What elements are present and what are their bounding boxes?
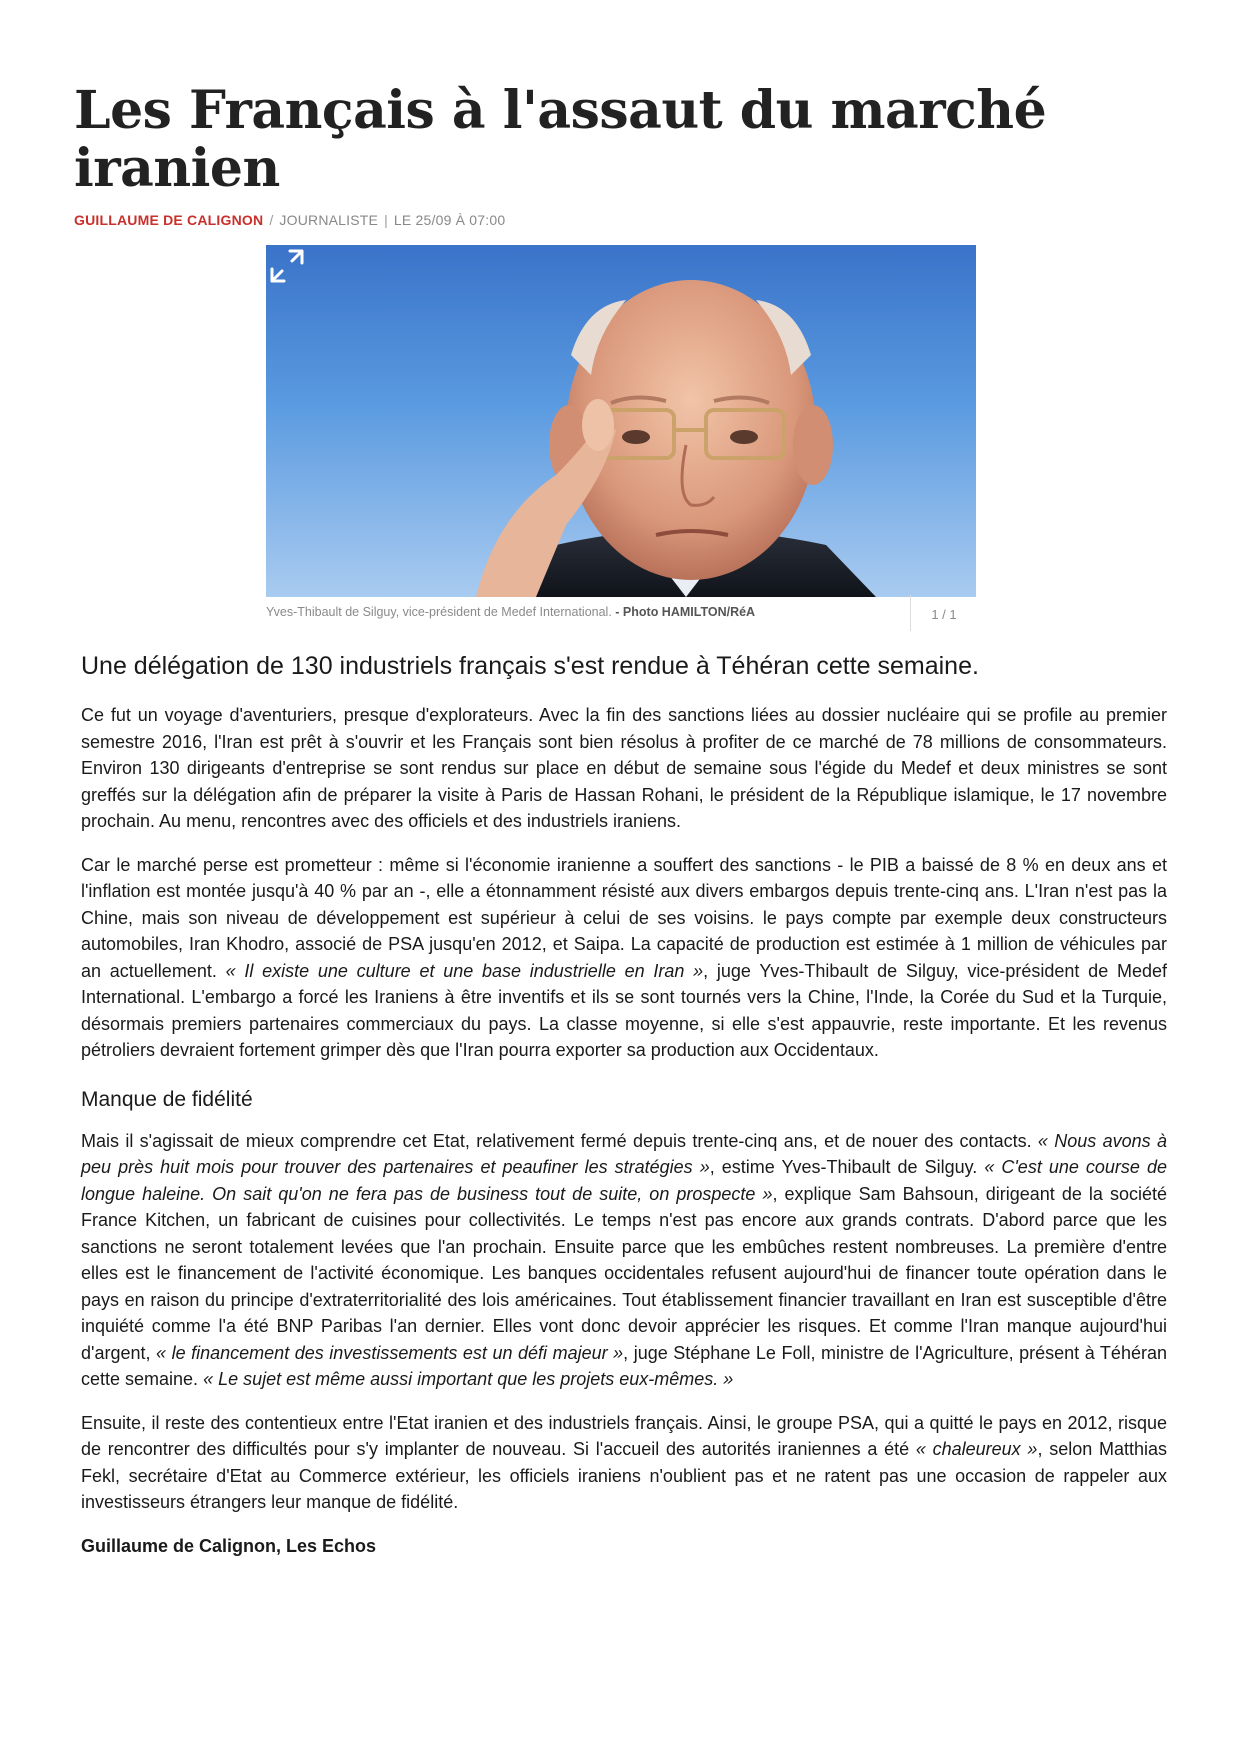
- text-segment: , juge Stéphane Le Foll, ministre de l'Agriculture, présent à Téhéran cette semaine.: [81, 1342, 1167, 1389]
- byline-role: JOURNALISTE: [279, 212, 379, 228]
- quote-segment: « le financement des investissements est un défi majeur »: [156, 1342, 624, 1363]
- text-segment: Ce fut un voyage d'aventuriers, presque d'explorateurs. Avec la fin des sanctions liées au dossier nucléaire qui se profile au premier semestre 2016, l'Iran est prêt à s'ouvrir et les Français sont bien résolus à profiter de ce marché de 78 millions de consommateurs. Environ 130 dirigeants d'entreprise se sont rendus sur place en début de semaine sous l'égide du Medef et deux ministres se sont greffés sur la délégation afin de préparer la visite à Paris de Hassan Rohani, le président de la République islamique, le 17 novembre prochain. Au menu, rencontres avec des officiels et des industriels iraniens.: [81, 705, 1167, 831]
- article-photo[interactable]: [266, 245, 976, 597]
- byline-date: LE 25/09 À 07:00: [393, 212, 506, 228]
- photo-caption-text: Yves-Thibault de Silguy, vice-président de Medef International.: [266, 605, 612, 619]
- expand-arrows-icon[interactable]: [266, 245, 308, 287]
- byline-author[interactable]: GUILLAUME DE CALIGNON: [74, 212, 264, 228]
- article-title: Les Français à l'assaut du marché iranien: [74, 80, 1047, 199]
- text-segment: , estime Yves-Thibault de Silguy.: [709, 1157, 985, 1177]
- byline-divider: |: [384, 212, 388, 228]
- article-signature: Guillaume de Calignon, Les Echos: [81, 1535, 377, 1556]
- byline: [74, 212, 505, 228]
- section-subhead: Manque de fidélité: [81, 1087, 253, 1111]
- text-segment: Mais il s'agissait de mieux comprendre cet Etat, relativement fermé depuis trente-cinq ans, et de nouer des contacts.: [81, 1130, 1038, 1151]
- text-segment: , explique Sam Bahsoun, dirigeant de la société France Kitchen, un fabricant de cuisines pour collectivités. Le temps n'est pas encore aux grands contrats. D'abord parce que les sanctions ne seront totalement levées que l'an prochain. Ensuite parce que les embûches restent nombreuses. La première d'entre elles est le financement de l'activité économique. Les banques occidentales refusent aujourd'hui de financer toute opération dans le pays en raison du principe d'extraterritorialité des lois américaines. Tout établissement financier travaillant en Iran est susceptible d'être inquiété comme l'a été BNP Paribas l'an dernier. Elles vont donc devoir apprécier les risques. Et comme l'Iran manque aujourd'hui d'argent,: [81, 1183, 1167, 1363]
- quote-segment: « chaleureux »: [915, 1439, 1038, 1459]
- text-segment: , juge Yves-Thibault de Silguy, vice-président de Medef International. L'embargo a forcé les Iraniens à être inventifs et ils se sont tournés vers la Chine, l'Inde, la Corée du Sud et la Turquie, désormais premiers partenaires commerciaux du pays. La classe moyenne, si elle s'est appauvrie, reste importante. Et les revenus pétroliers devraient fortement grimper dès que l'Iran pourra exporter sa production aux Occidentaux.: [81, 960, 1167, 1060]
- quote-segment: « Le sujet est même aussi important que les projets eux-mêmes. »: [203, 1369, 734, 1389]
- photo-counter: 1 / 1: [910, 595, 977, 631]
- article-paragraph: [81, 702, 1167, 835]
- text-segment: Car le marché perse est prometteur : même si l'économie iranienne a souffert des sanctions - le PIB a baissé de 8 % en deux ans et l'inflation est montée jusqu'à 40 % par an -, elle a étonnamment résisté aux divers embargos depuis trente-cinq ans. L'Iran n'est pas la Chine, mais son niveau de développement est supérieur à celui de ses voisins. le pays compte par exemple deux constructeurs automobiles, Iran Khodro, associé de PSA jusqu'en 2012, et Saipa. La capacité de production est estimée à 1 million de véhicules par an actuellement.: [81, 854, 1167, 981]
- article-paragraph: [81, 852, 1167, 1064]
- paragraph-group-section: [81, 1128, 1167, 1516]
- photo-credit: - Photo HAMILTON/RéA: [615, 605, 756, 619]
- paragraph-group-intro: [81, 702, 1167, 1064]
- photo-block: [266, 245, 976, 635]
- quote-segment: « Il existe une culture et une base industrielle en Iran »: [225, 960, 704, 981]
- article-paragraph: [81, 1128, 1167, 1393]
- quote-segment: « C'est une course de longue haleine. On sait qu'on ne fera pas de business tout de suite, on prospecte »: [81, 1157, 1167, 1204]
- article-paragraph: [81, 1410, 1167, 1516]
- article-body: [81, 702, 1167, 1576]
- quote-segment: « Nous avons à peu près huit mois pour trouver des partenaires et peaufiner les stratégies »: [81, 1130, 1168, 1177]
- portrait-illustration: [266, 245, 976, 597]
- text-segment: , selon Matthias Fekl, secrétaire d'Etat au Commerce extérieur, les officiels iraniens n'oublient pas et ne ratent pas une occasion de rappeler aux investisseurs étrangers leur manque de fidélité.: [81, 1439, 1167, 1512]
- text-segment: Ensuite, il reste des contentieux entre l'Etat iranien et des industriels français. Ainsi, le groupe PSA, qui a quitté le pays en 2012, risque de rencontrer des difficultés pour s'y implanter de nouveau. Si l'accueil des autorités iraniennes a été: [81, 1412, 1167, 1459]
- photo-caption: [266, 605, 906, 619]
- article-lede: Une délégation de 130 industriels français s'est rendue à Téhéran cette semaine.: [81, 652, 979, 680]
- byline-separator: /: [269, 212, 274, 228]
